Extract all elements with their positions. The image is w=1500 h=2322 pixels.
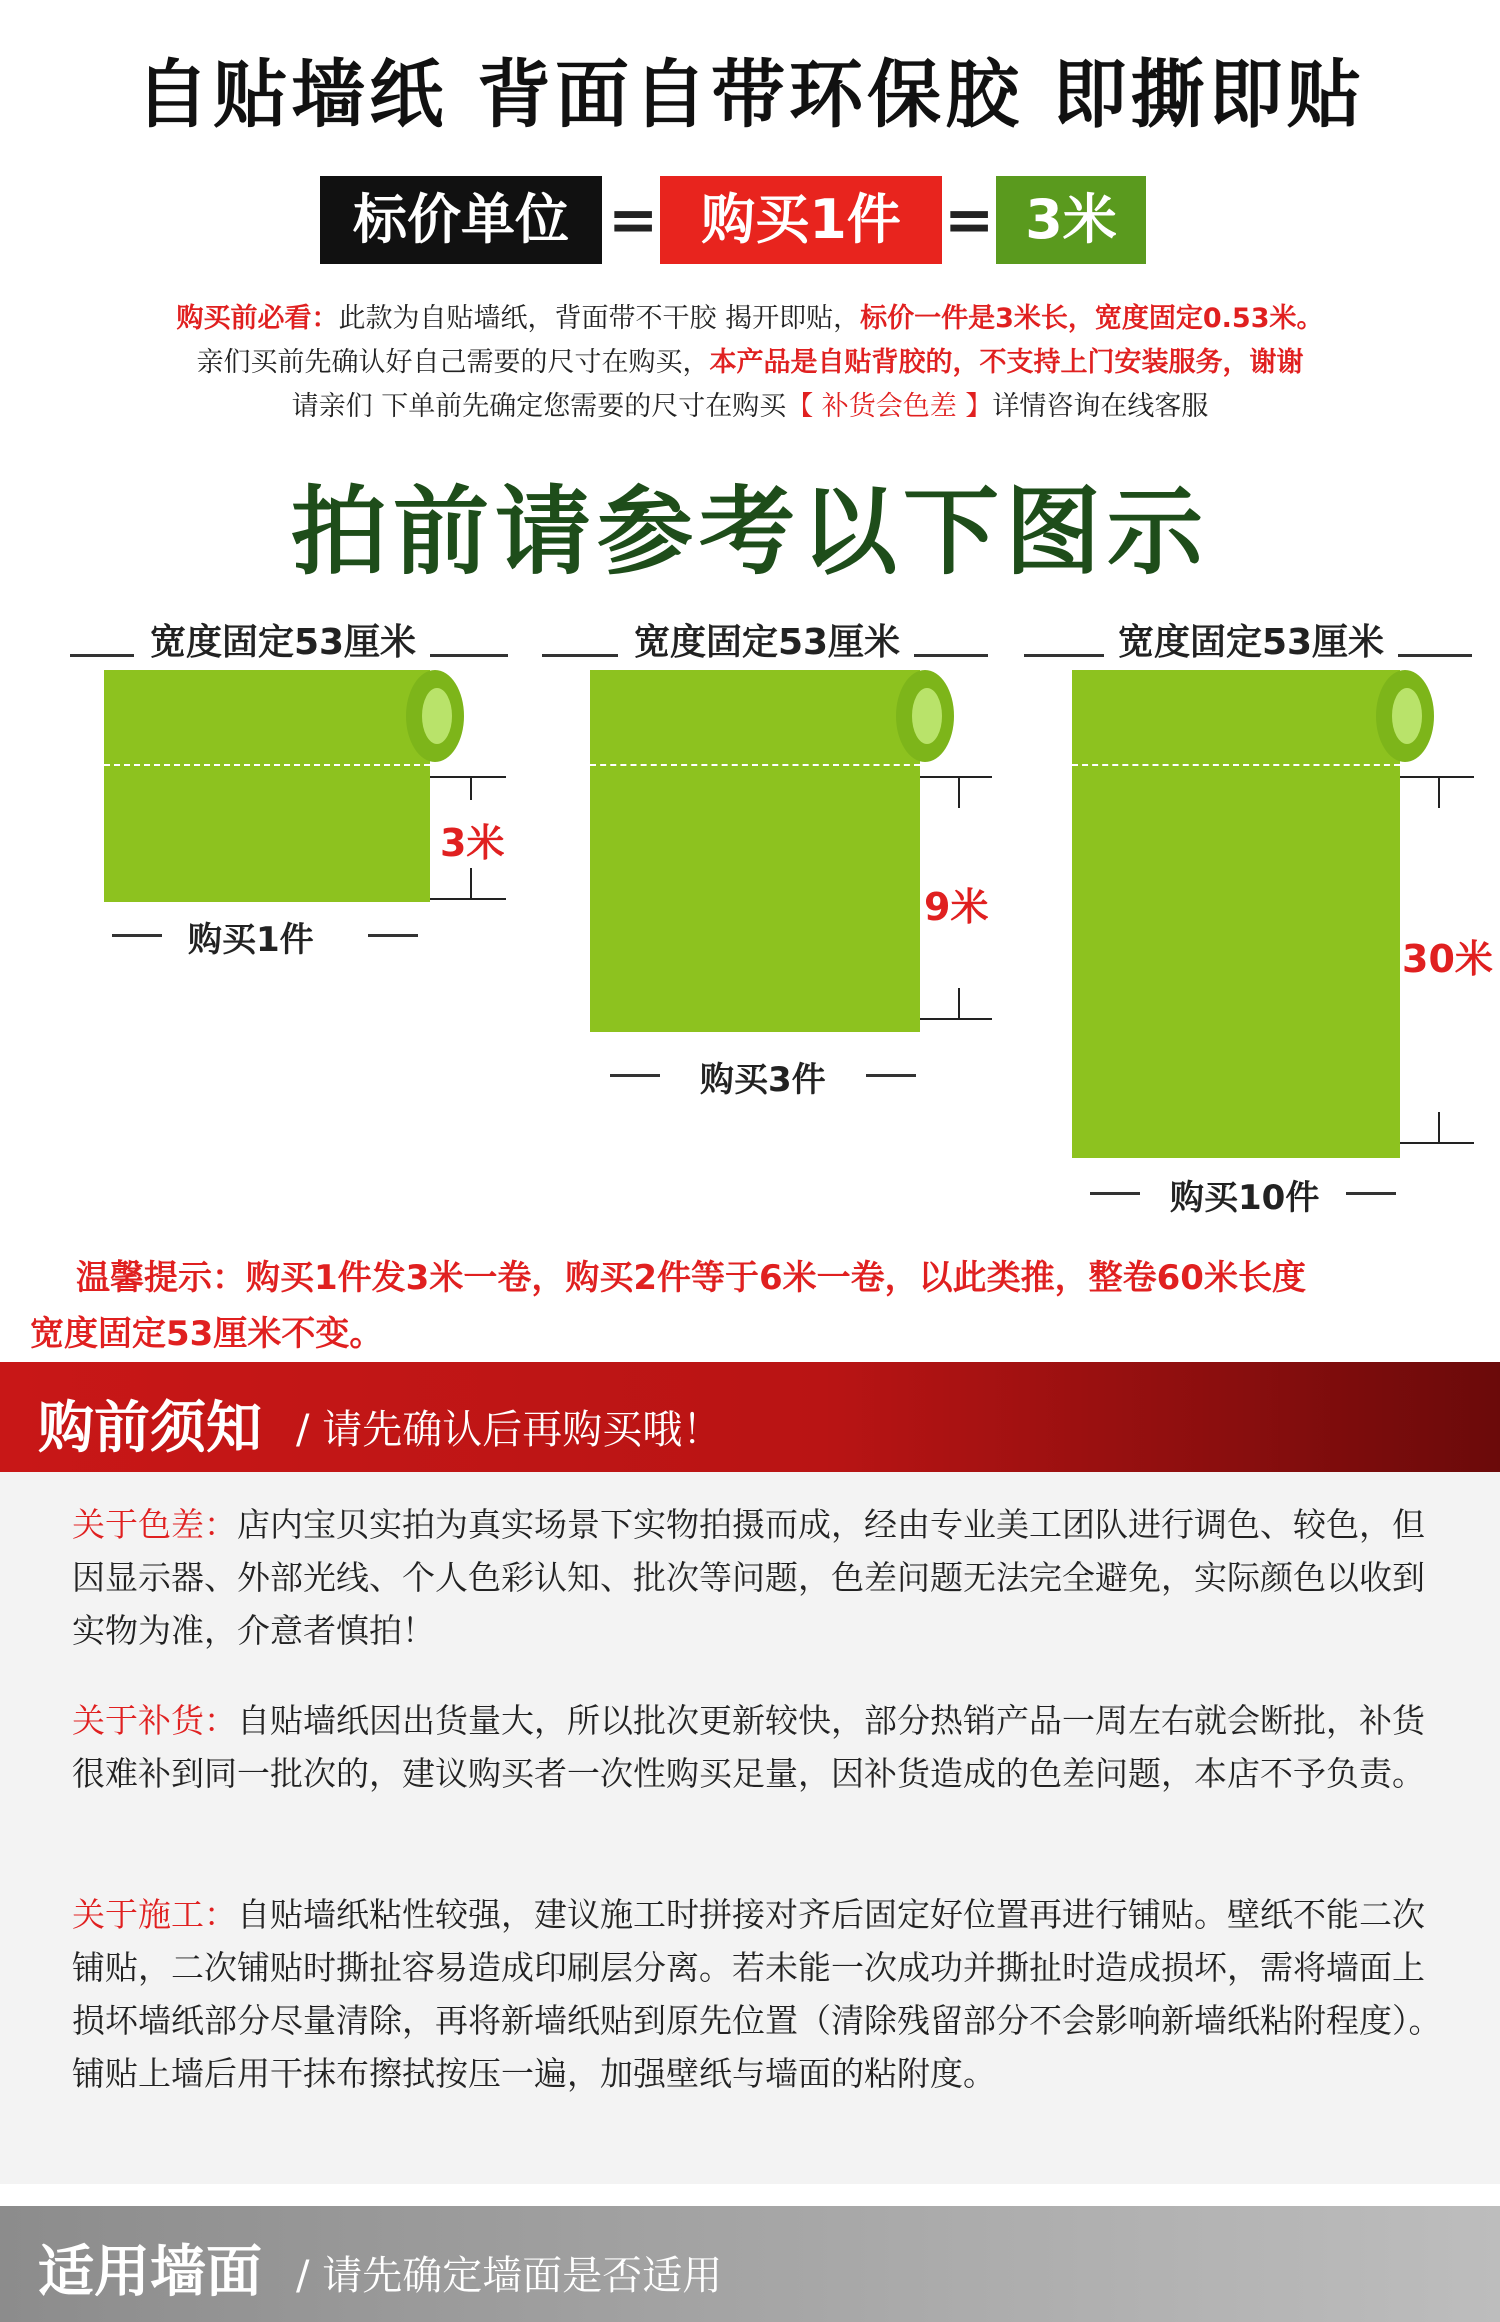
equals-sign-1: = xyxy=(608,185,659,255)
measure-tick-bottom xyxy=(430,898,506,900)
notice-line-1 xyxy=(0,296,1500,335)
restock-label: 关于补货： xyxy=(72,1701,237,1740)
notice-line-1-highlight: 标价一件是3米长，宽度固定0.53米。 xyxy=(860,303,1324,334)
measure-tick-top xyxy=(1400,776,1474,778)
measure-tick-v-bottom xyxy=(1438,1112,1440,1142)
measure-tick-v-top xyxy=(1438,778,1440,808)
notice-line-2-highlight: 本产品是自贴背胶的，不支持上门安装服务，谢谢 xyxy=(709,347,1304,378)
measure-tick-top xyxy=(920,776,992,778)
roll-width-label: 宽度固定53厘米 xyxy=(1117,622,1385,663)
measure-tick-v-top xyxy=(470,778,472,800)
roll-length-label: 9米 xyxy=(924,885,989,929)
roll-buy-label: 购买1件 xyxy=(188,920,314,960)
notice-line-2 xyxy=(0,340,1500,379)
roll-length-label: 3米 xyxy=(440,821,505,865)
before-purchase-banner xyxy=(0,1362,1500,1472)
width-line-left xyxy=(542,654,618,657)
reference-title: 拍前请参考以下图示 xyxy=(291,476,1209,588)
price-unit-badge: 标价单位 xyxy=(320,176,602,264)
restock-text: 自贴墙纸因出货量大，所以批次更新较快，部分热销产品一周左右就会断批，补货很难补到同一批次的，建议购买者一次性购买足量，因补货造成的色差问题，本店不予负责。 xyxy=(72,1701,1425,1793)
roll-buy-label: 购买10件 xyxy=(1170,1178,1320,1218)
wallpaper-roll-2 xyxy=(590,670,920,1032)
color-difference-text: 店内宝贝实拍为真实场景下实物拍摄而成，经由专业美工团队进行调色、较色，但因显示器、外部光线、个人色彩认知、批次等问题，色差问题无法完全避免，实际颜色以收到实物为准，介意者慎拍！ xyxy=(72,1505,1425,1650)
warm-tip-line-1: 温馨提示：购买1件发3米一卷，购买2件等于6米一卷，以此类推，整卷60米长度 xyxy=(76,1258,1306,1298)
width-line-right xyxy=(914,654,988,657)
applicable-walls-heading: 适用墙面 xyxy=(38,2240,262,2305)
notice-line-3 xyxy=(0,384,1500,423)
notice-must-read-label: 购买前必看： xyxy=(176,303,339,334)
installation-note xyxy=(72,1888,1452,2100)
notice-line-3-text-b: 详情咨询在线客服 xyxy=(992,391,1209,422)
installation-label: 关于施工： xyxy=(72,1895,237,1934)
buy-one-badge: 购买1件 xyxy=(660,176,942,264)
page-title: 自贴墙纸 背面自带环保胶 即撕即贴 xyxy=(135,52,1365,138)
measure-tick-v-bottom xyxy=(470,868,472,898)
three-meters-badge: 3米 xyxy=(996,176,1146,264)
wallpaper-roll-1 xyxy=(104,670,430,902)
roll-core-1 xyxy=(422,688,452,744)
roll-length-label: 30米 xyxy=(1402,937,1493,981)
width-line-right xyxy=(1398,654,1472,657)
notice-restock-color-warning: 【 补货会色差 】 xyxy=(786,391,993,422)
measure-tick-v-top xyxy=(958,778,960,808)
roll-width-label: 宽度固定53厘米 xyxy=(149,622,417,663)
buy-line-left xyxy=(1090,1192,1140,1195)
roll-width-label: 宽度固定53厘米 xyxy=(633,622,901,663)
width-line-left xyxy=(1024,654,1104,657)
measure-tick-bottom xyxy=(920,1018,992,1020)
roll-buy-label: 购买3件 xyxy=(700,1060,826,1100)
measure-tick-top xyxy=(430,776,506,778)
width-line-right xyxy=(430,654,508,657)
roll-cut-line-3 xyxy=(1072,764,1400,766)
roll-cut-line-1 xyxy=(104,764,430,766)
roll-cut-line-2 xyxy=(590,764,920,766)
buy-line-right xyxy=(866,1074,916,1077)
buy-line-left xyxy=(610,1074,660,1077)
restock-note xyxy=(72,1694,1452,1800)
before-purchase-heading: 购前须知 xyxy=(38,1396,262,1461)
buy-line-left xyxy=(112,934,162,937)
measure-tick-v-bottom xyxy=(958,988,960,1018)
equals-sign-2: = xyxy=(944,185,995,255)
notice-line-1-text: 此款为自贴墙纸，背面带不干胶 揭开即贴， xyxy=(338,303,861,334)
notice-line-3-text-a: 请亲们 下单前先确定您需要的尺寸在购买 xyxy=(291,391,787,422)
buy-line-right xyxy=(1346,1192,1396,1195)
warm-tip-line-2: 宽度固定53厘米不变。 xyxy=(30,1314,384,1354)
color-difference-label: 关于色差： xyxy=(72,1505,237,1544)
color-difference-note xyxy=(72,1498,1452,1657)
before-purchase-subheading: / 请先确认后再购买哦！ xyxy=(296,1407,723,1453)
measure-tick-bottom xyxy=(1400,1142,1474,1144)
wallpaper-roll-3 xyxy=(1072,670,1400,1158)
width-line-left xyxy=(70,654,134,657)
applicable-walls-banner xyxy=(0,2206,1500,2322)
roll-core-2 xyxy=(912,688,942,744)
roll-core-3 xyxy=(1392,688,1422,744)
installation-text: 自贴墙纸粘性较强，建议施工时拼接对齐后固定好位置再进行铺贴。壁纸不能二次铺贴，二次铺贴时撕扯容易造成印刷层分离。若未能一次成功并撕扯时造成损坏，需将墙面上损坏墙纸部分尽量清除，再将新墙纸贴到原先位置（清除残留部分不会影响新墙纸粘附程度）。铺贴上墙后用干抹布擦拭按压一遍，加强壁纸与墙面的粘附度。 xyxy=(72,1895,1442,2093)
applicable-walls-subheading: / 请先确定墙面是否适用 xyxy=(296,2253,723,2299)
notice-line-2-text: 亲们买前先确认好自己需要的尺寸在购买， xyxy=(196,347,710,378)
buy-line-right xyxy=(368,934,418,937)
